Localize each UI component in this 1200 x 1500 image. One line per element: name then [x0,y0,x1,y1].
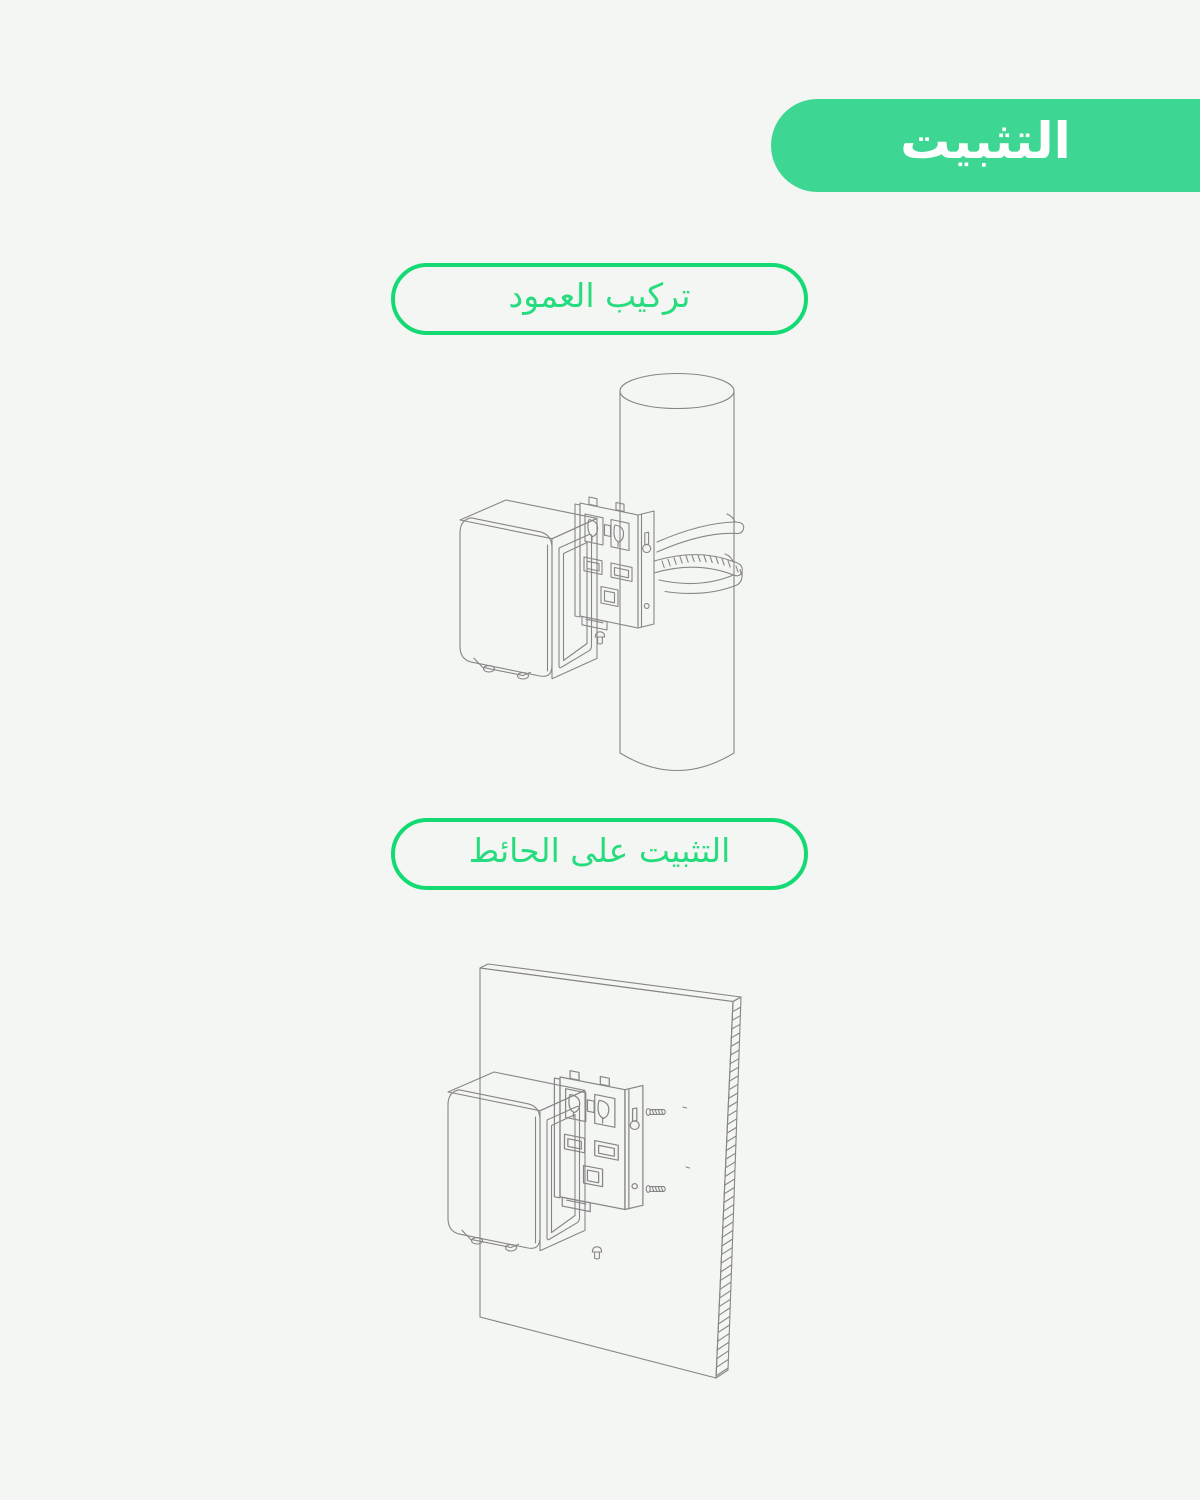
wall-screw-bottom [646,1186,665,1193]
wall-edge-hatching [716,1007,741,1376]
wall-slab [480,964,741,1378]
hose-clamp-serrated [654,554,742,593]
hose-clamp-upper [657,514,744,552]
device-box [460,500,597,679]
pilot-hole-marks [683,1107,690,1168]
pole-mount-label-text: تركيب العمود [508,275,691,315]
small-screw [592,1247,601,1259]
pole-cylinder [620,374,734,771]
mounting-bracket [554,1071,642,1212]
wall-mount-illustration [430,950,770,1410]
wall-mount-label-text: التثبيت على الحائط [468,830,731,870]
wall-mount-section-label [391,818,808,890]
device-box [448,1072,585,1251]
installation-banner [771,99,1200,192]
installation-banner-title: التثبيت [900,111,1071,170]
pole-mount-section-label [391,263,808,335]
pole-mount-illustration [440,365,770,785]
wall-screw-top [646,1109,665,1116]
clamp-serration-ticks [662,555,742,574]
